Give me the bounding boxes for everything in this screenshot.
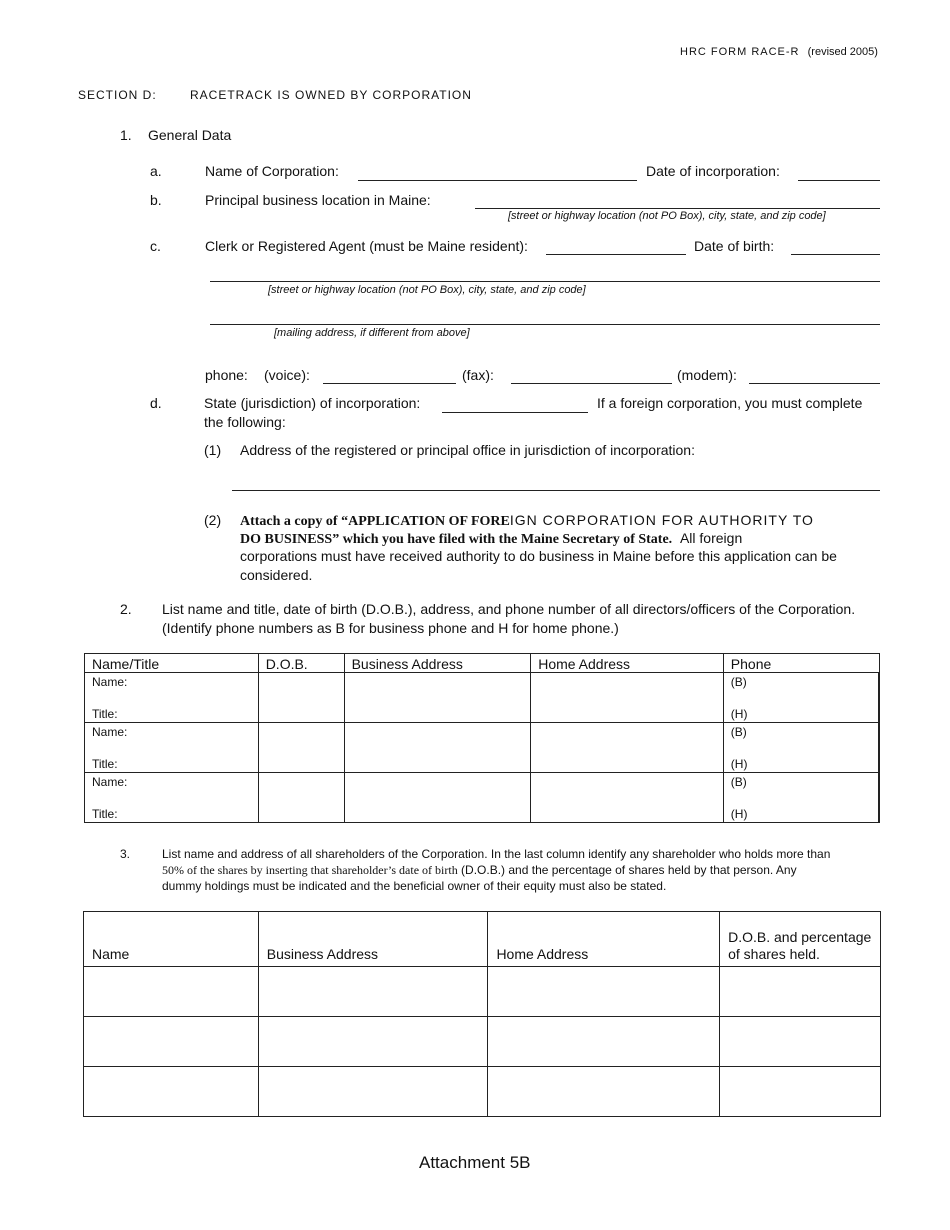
home-address-cell[interactable]	[531, 673, 724, 723]
home-address-cell[interactable]	[531, 773, 724, 823]
item3-line1: List name and address of all shareholders of the Corporation. In the last column identify any shareholder who holds more than	[162, 847, 831, 861]
home-address-cell[interactable]	[488, 1067, 720, 1117]
col-home-address: Home Address	[531, 654, 724, 673]
table-row	[85, 673, 880, 723]
clerk-address-hint: [street or highway location (not PO Box), city, state, and zip code]	[268, 284, 586, 296]
sub2-line4: considered.	[240, 567, 313, 583]
name-cell[interactable]	[84, 1067, 259, 1117]
section-label: SECTION D:	[78, 88, 157, 102]
phone-cell[interactable]: (B) (H)	[723, 723, 879, 773]
fax-field[interactable]	[511, 383, 672, 384]
directors-table-header	[85, 654, 880, 673]
item2-number: 2.	[120, 601, 132, 617]
revised-note: (revised 2005)	[807, 46, 878, 58]
item1c-letter: c.	[150, 238, 161, 254]
business-address-cell[interactable]	[344, 773, 531, 823]
item3-line2: 50% of the shares by inserting that shareholder’s date of birth (D.O.B.) and the percentage of shares held by that person. Any	[162, 863, 797, 877]
incorporation-date-field[interactable]	[798, 180, 880, 181]
corp-name-label: Name of Corporation:	[205, 163, 339, 179]
item1-number: 1.	[120, 127, 132, 143]
item3-line3: dummy holdings must be indicated and the beneficial owner of their equity must also be stated.	[162, 879, 667, 893]
table-row	[84, 1017, 881, 1067]
incorporation-date-label: Date of incorporation:	[646, 163, 780, 179]
name-title-cell[interactable]: Name: Title:	[85, 773, 259, 823]
home-address-cell[interactable]	[488, 1017, 720, 1067]
phone-label: phone:	[205, 367, 248, 383]
col-home-address: Home Address	[488, 912, 720, 967]
modem-label: (modem):	[677, 367, 737, 383]
col-business-address: Business Address	[344, 654, 531, 673]
dob-cell[interactable]	[258, 673, 344, 723]
col-phone: Phone	[723, 654, 879, 673]
item3-number: 3.	[120, 847, 131, 861]
name-title-cell[interactable]: Name: Title:	[85, 723, 259, 773]
clerk-name-field[interactable]	[546, 254, 686, 255]
jurisdiction-label: State (jurisdiction) of incorporation:	[204, 395, 421, 411]
table-row	[84, 967, 881, 1017]
col-name: Name	[84, 912, 259, 967]
phone-cell[interactable]: (B) (H)	[723, 673, 879, 723]
col-dob-percentage: D.O.B. and percentage of shares held.	[720, 912, 881, 967]
clerk-address-field[interactable]	[210, 281, 880, 282]
phone-cell[interactable]: (B) (H)	[723, 773, 879, 823]
foreign-note: If a foreign corporation, you must complete	[597, 395, 863, 411]
dob-percentage-cell[interactable]	[720, 1017, 881, 1067]
col-dob: D.O.B.	[258, 654, 344, 673]
dob-cell[interactable]	[258, 773, 344, 823]
item1-title: General Data	[148, 127, 232, 143]
sub1-number: (1)	[204, 442, 222, 458]
item2-line2: (Identify phone numbers as B for business phone and H for home phone.)	[162, 620, 619, 636]
clerk-mailing-field[interactable]	[210, 324, 880, 325]
clerk-label: Clerk or Registered Agent (must be Maine resident):	[205, 238, 528, 254]
business-address-cell[interactable]	[258, 967, 488, 1017]
col-business-address: Business Address	[258, 912, 488, 967]
business-address-cell[interactable]	[344, 723, 531, 773]
attachment-label: Attachment 5B	[419, 1153, 531, 1172]
business-location-hint: [street or highway location (not PO Box), city, state, and zip code]	[508, 210, 826, 222]
following-text: the following:	[204, 414, 286, 430]
col-name-title: Name/Title	[85, 654, 259, 673]
sub1-text: Address of the registered or principal office in jurisdiction of incorporation:	[240, 442, 695, 458]
clerk-mailing-hint: [mailing address, if different from above]	[274, 327, 470, 339]
voice-field[interactable]	[323, 383, 456, 384]
name-cell[interactable]	[84, 1017, 259, 1067]
business-address-cell[interactable]	[258, 1067, 488, 1117]
business-location-field[interactable]	[475, 208, 880, 209]
clerk-dob-field[interactable]	[791, 254, 880, 255]
shareholders-table	[83, 911, 881, 1117]
table-row	[84, 1067, 881, 1117]
name-title-cell[interactable]: Name: Title:	[85, 673, 259, 723]
business-address-cell[interactable]	[344, 673, 531, 723]
jurisdiction-field[interactable]	[442, 412, 588, 413]
sub2-number: (2)	[204, 512, 222, 528]
registered-office-field[interactable]	[232, 490, 880, 491]
business-address-cell[interactable]	[258, 1017, 488, 1067]
business-location-label: Principal business location in Maine:	[205, 192, 431, 208]
clerk-dob-label: Date of birth:	[694, 238, 775, 254]
item1b-letter: b.	[150, 192, 162, 208]
table-row	[85, 773, 880, 823]
directors-table	[84, 653, 880, 823]
table-row	[85, 723, 880, 773]
home-address-cell[interactable]	[531, 723, 724, 773]
home-address-cell[interactable]	[488, 967, 720, 1017]
sub2-line3: corporations must have received authority to do business in Maine before this application can be	[240, 548, 837, 564]
dob-percentage-cell[interactable]	[720, 1067, 881, 1117]
modem-field[interactable]	[749, 383, 880, 384]
section-title: RACETRACK IS OWNED BY CORPORATION	[190, 88, 472, 102]
dob-cell[interactable]	[258, 723, 344, 773]
sub2-line2: DO BUSINESS” which you have filed with the Maine Secretary of State. All foreign	[240, 530, 743, 547]
voice-label: (voice):	[264, 367, 310, 383]
item2-line1: List name and title, date of birth (D.O.B.), address, and phone number of all directors/officers of the Corporation.	[162, 601, 856, 617]
name-cell[interactable]	[84, 967, 259, 1017]
item1d-letter: d.	[150, 395, 162, 411]
shareholders-table-header	[84, 912, 881, 967]
item1a-letter: a.	[150, 163, 162, 179]
sub2-line1: Attach a copy of “APPLICATION OF FOREIGN CORPORATION FOR AUTHORITY TO	[240, 512, 814, 529]
fax-label: (fax):	[462, 367, 494, 383]
form-id: HRC FORM RACE-R (revised 2005)	[680, 46, 878, 58]
corp-name-field[interactable]	[358, 180, 637, 181]
dob-percentage-cell[interactable]	[720, 967, 881, 1017]
